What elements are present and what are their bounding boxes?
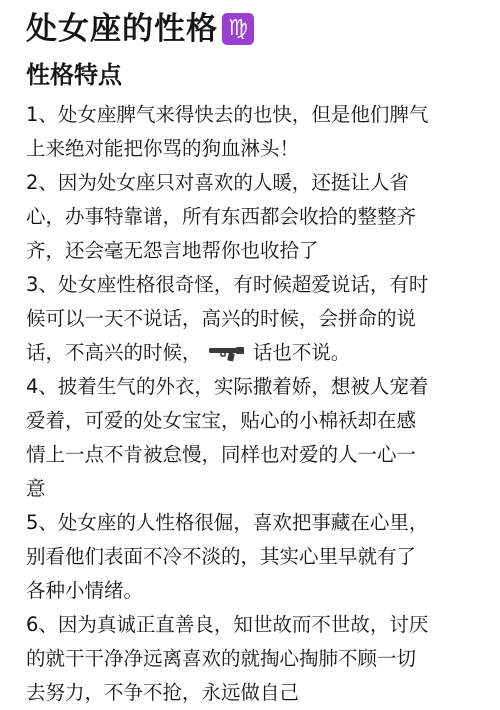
text-line: 的就干干净净远离喜欢的就掏心掏肺不顾一切 [26,647,417,670]
gun-icon [208,344,246,362]
list-item-3 [26,268,486,370]
text-line: 齐，还会毫无怨言地帮你也收拾了 [26,239,319,262]
section-heading: 性格特点 [26,61,122,89]
text-line: 别看他们表面不冷不淡的，其实心里早就有了 [26,545,417,568]
text-line: 候可以一天不说话，高兴的时候，会拼命的说 [26,307,417,330]
list-item-5 [26,506,486,608]
text-line: 3、处女座性格很奇怪，有时候超爱说话，有时 [26,273,429,296]
text-line: 上来绝对能把你骂的狗血淋头！ [26,137,300,160]
text-line: 心，办事特靠谱，所有东西都会收拾的整整齐 [26,205,417,228]
text-line-with-icon [26,336,486,370]
text-line: 2、因为处女座只对喜欢的人暖，还挺让人省 [26,171,409,194]
text-line: 各种小情绪。 [26,579,144,602]
text-line: 5、处女座的人性格很倔，喜欢把事藏在心里， [26,511,429,534]
title-row [26,4,486,54]
list-item-4 [26,370,486,506]
text-line: 6、因为真诚正直善良，知世故而不世故，讨厌 [26,613,429,636]
list-item-1 [26,98,486,166]
text-line: 4、披着生气的外衣，实际撒着娇，想被人宠着 [26,375,429,398]
text-line: 去努力，不争不抢，永远做自己 [26,681,300,704]
text-line: 情上一点不肯被怠慢，同样也对爱的人一心一 [26,443,417,466]
text-line: 1、处女座脾气来得快去的也快，但是他们脾气 [26,103,429,126]
list-item-6 [26,608,486,710]
page-title: 处女座的性格 [26,11,218,47]
text-line: 爱着，可爱的处女宝宝，贴心的小棉袄却在感 [26,409,417,432]
text-line: 意 [26,477,46,500]
list-item-2 [26,166,486,268]
text-fragment: 话也不说。 [252,341,351,364]
virgo-zodiac-icon: ♍ [222,13,254,45]
text-fragment: 话，不高兴的时候， [26,341,202,364]
